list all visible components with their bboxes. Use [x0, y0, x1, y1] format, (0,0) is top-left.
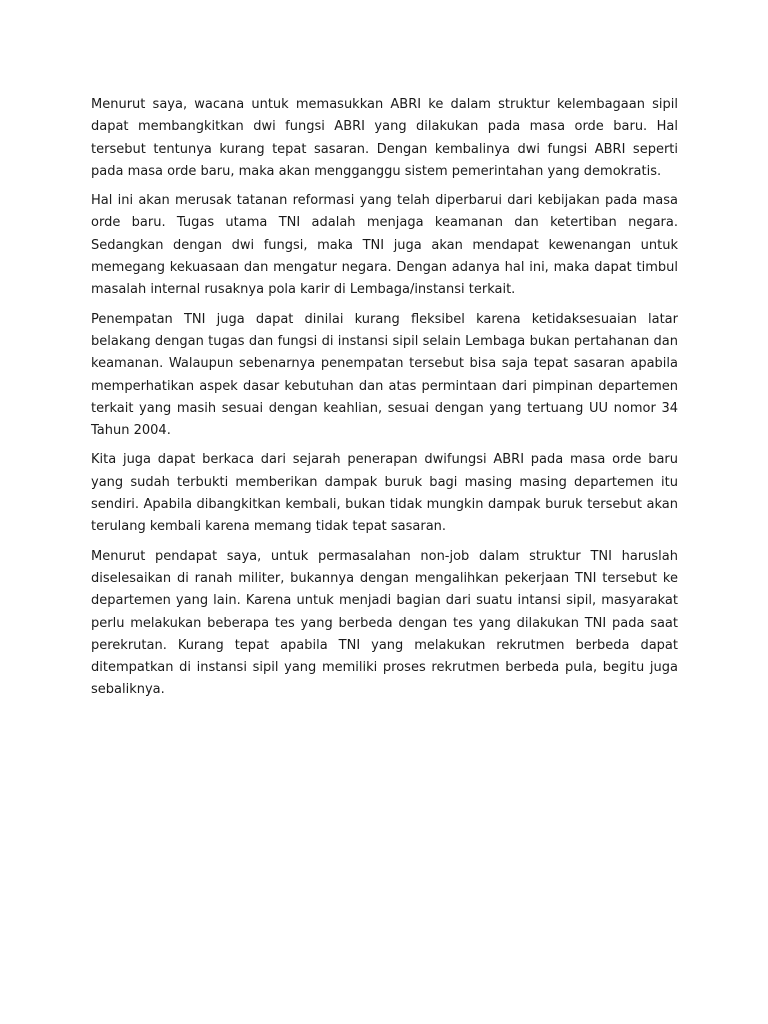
paragraph-5: Menurut pendapat saya, untuk permasalahan non-job dalam struktur TNI haruslah diselesaikan di ranah militer, bukannya dengan mengalihkan pekerjaan TNI tersebut ke departemen yang lain. Karena untuk menjadi bagian dari suatu intansi sipil, masyarakat perlu melakukan beberapa tes yang berbeda dengan tes yang dilakukan TNI pada saat perekrutan. Kurang tepat apabila TNI yang melakukan rekrutmen berbeda dapat ditempatkan di instansi sipil yang memiliki proses rekrutmen berbeda pula, begitu juga sebaliknya. [91, 548, 678, 698]
document-body [91, 94, 678, 709]
paragraph-1: Menurut saya, wacana untuk memasukkan ABRI ke dalam struktur kelembagaan sipil dapat membangkitkan dwi fungsi ABRI yang dilakukan pada masa orde baru. Hal tersebut tentunya kurang tepat sasaran. Dengan kembalinya dwi fungsi ABRI seperti pada masa orde baru, maka akan mengganggu sistem pemerintahan yang demokratis. [91, 97, 678, 179]
paragraph-2: Hal ini akan merusak tatanan reformasi yang telah diperbarui dari kebijakan pada masa orde baru. Tugas utama TNI adalah menjaga keamanan dan ketertiban negara. Sedangkan dengan dwi fungsi, maka TNI juga akan mendapat kewenangan untuk memegang kekuasaan dan mengatur negara. Dengan adanya hal ini, maka dapat timbul masalah internal rusaknya pola karir di Lembaga/instansi terkait. [91, 193, 678, 298]
paragraph-4: Kita juga dapat berkaca dari sejarah penerapan dwifungsi ABRI pada masa orde baru yang sudah terbukti memberikan dampak buruk bagi masing masing departemen itu sendiri. Apabila dibangkitkan kembali, bukan tidak mungkin dampak buruk tersebut akan terulang kembali karena memang tidak tepat sasaran. [91, 452, 678, 535]
paragraph-3: Penempatan TNI juga dapat dinilai kurang fleksibel karena ketidaksesuaian latar belakang dengan tugas dan fungsi di instansi sipil selain Lembaga bukan pertahanan dan keamanan. Walaupun sebenarnya penempatan tersebut bisa saja tepat sasaran apabila memperhatikan aspek dasar kebutuhan dan atas permintaan dari pimpinan departemen terkait yang masih sesuai dengan keahlian, sesuai dengan yang tertuang UU nomor 34 Tahun 2004. [91, 311, 678, 439]
